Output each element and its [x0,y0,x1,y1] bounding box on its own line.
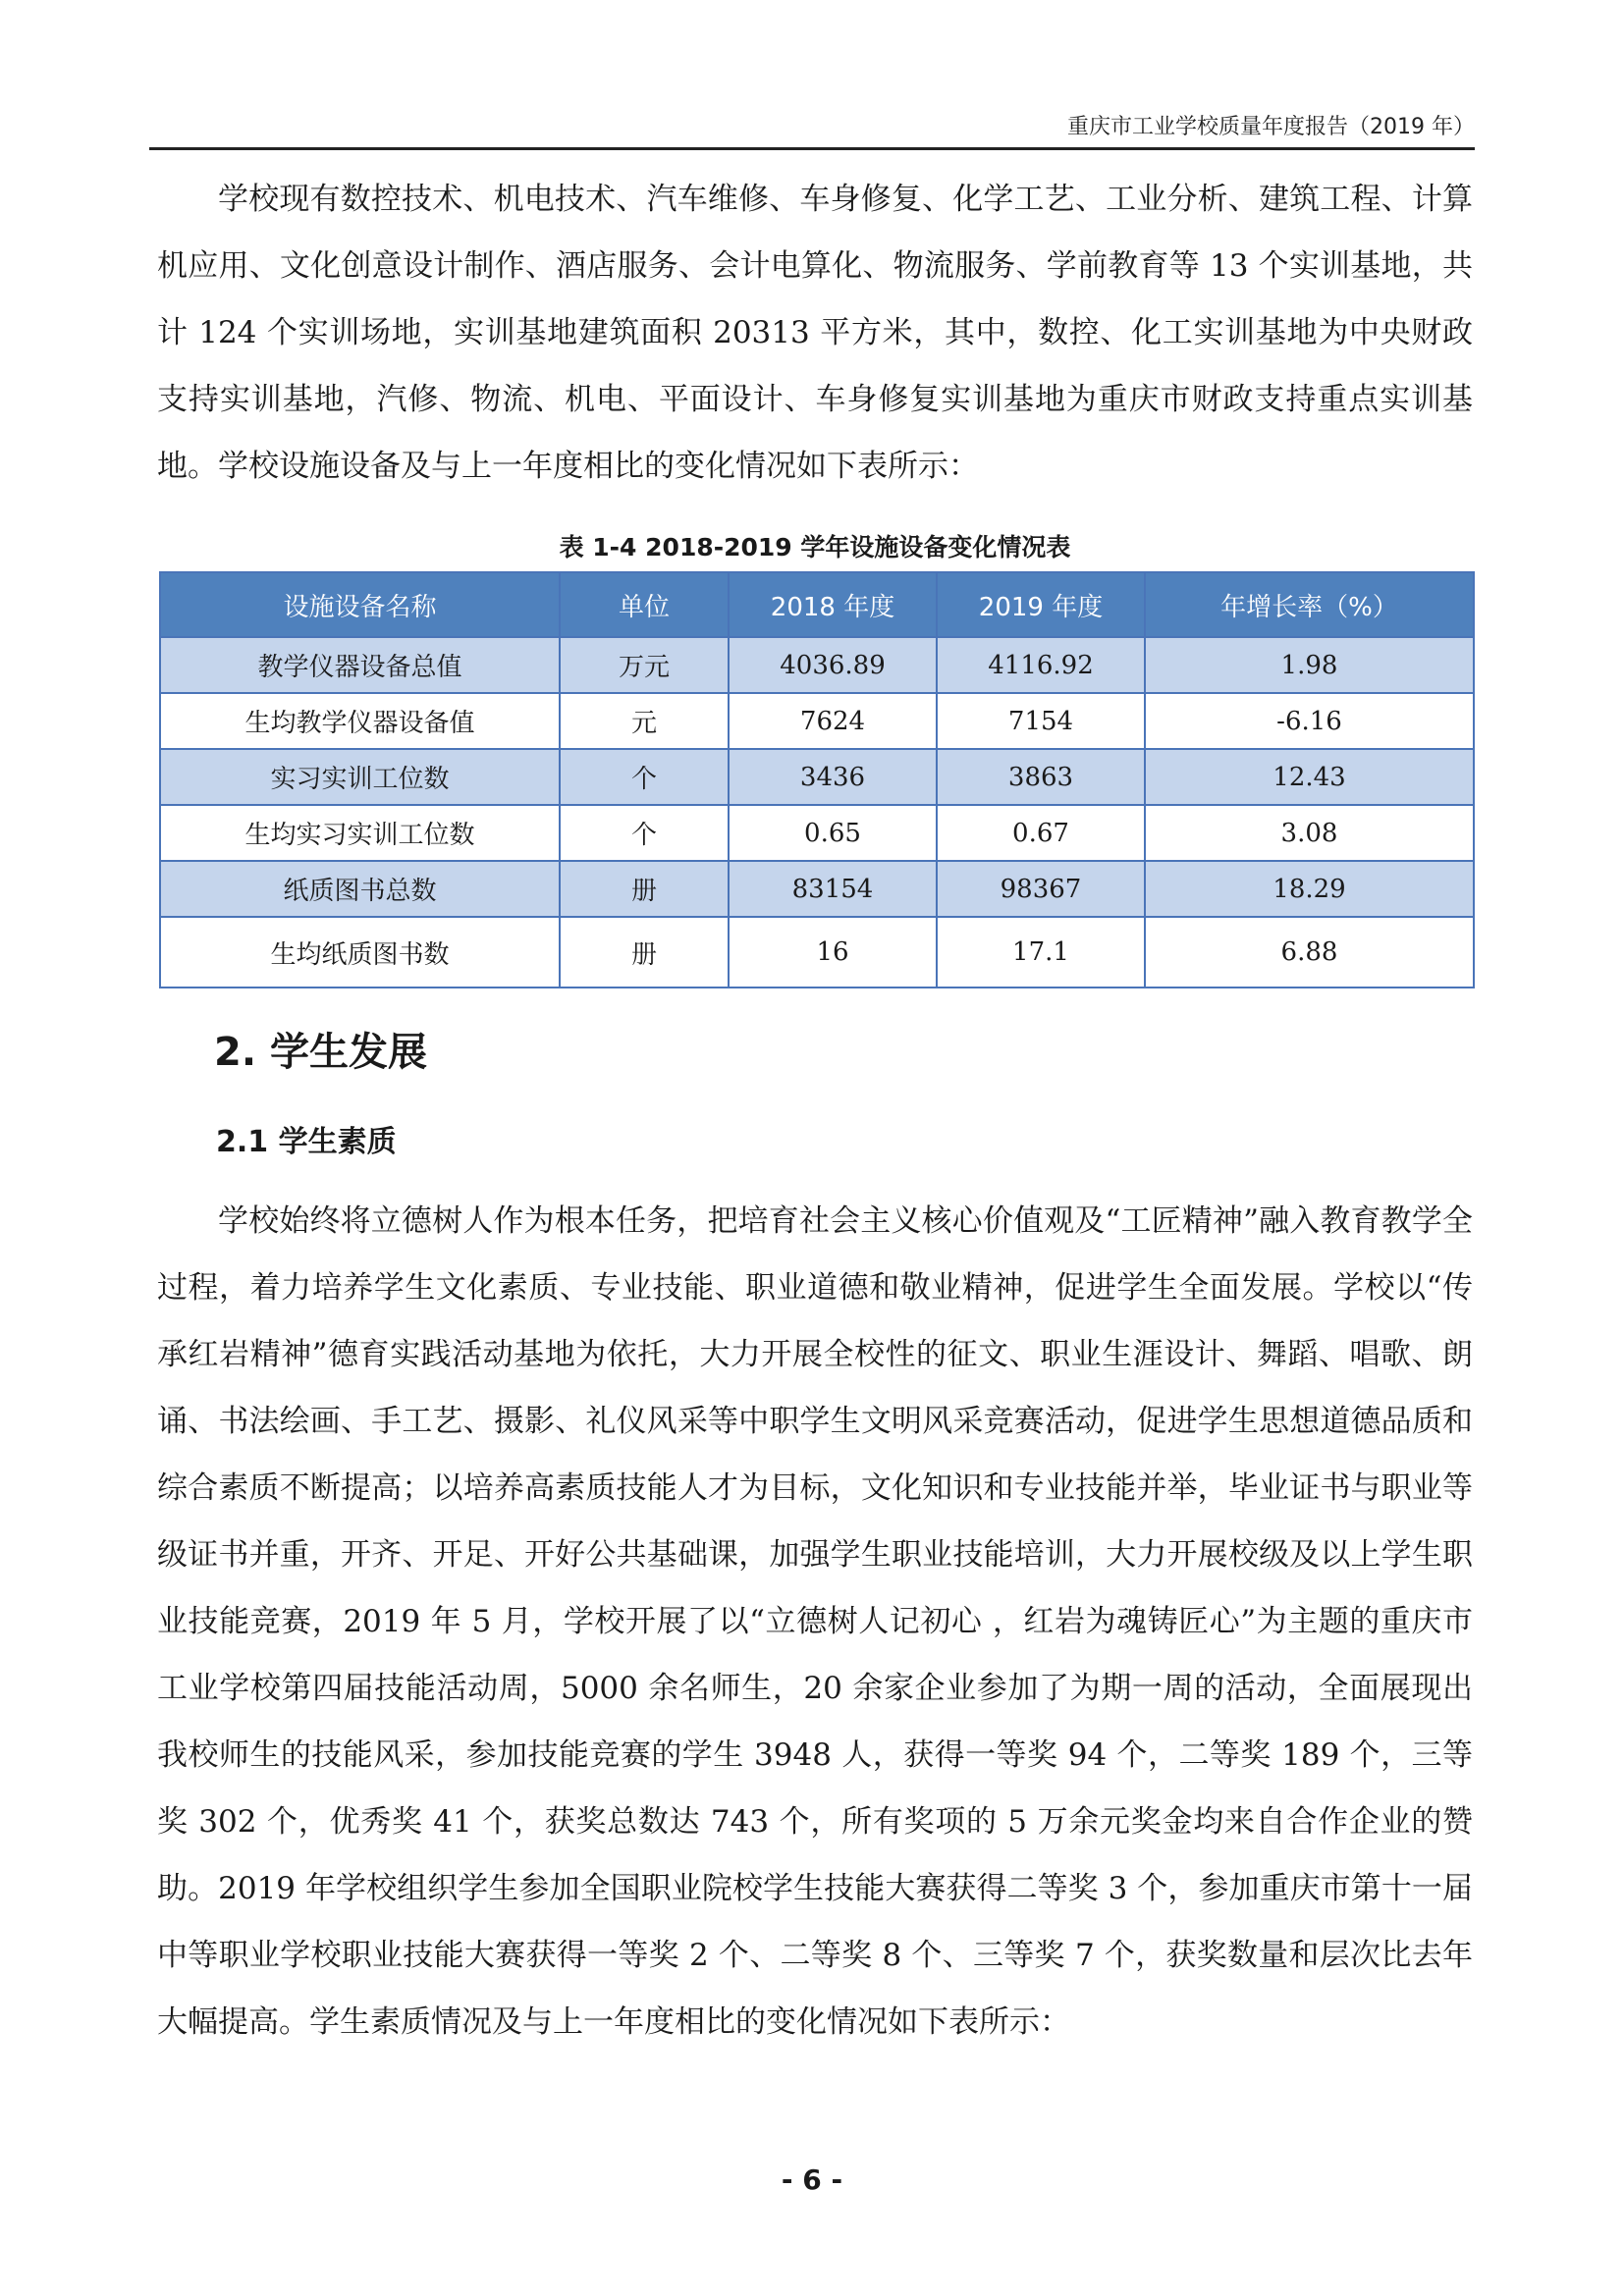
cell-2019: 17.1 [937,917,1145,988]
cell-name: 教学仪器设备总值 [160,637,560,693]
table-row [160,749,1474,805]
cell-2019: 3863 [937,749,1145,805]
subsection-title: 2.1 学生素质 [216,1125,397,1159]
cell-unit: 册 [560,917,729,988]
table-header-row [160,572,1474,637]
cell-unit: 个 [560,805,729,861]
header-rule [149,147,1475,150]
table-row [160,805,1474,861]
cell-2019: 7154 [937,693,1145,749]
cell-name: 纸质图书总数 [160,861,560,917]
header-name: 设施设备名称 [160,572,560,637]
facility-table [159,571,1475,988]
cell-growth: 1.98 [1145,637,1474,693]
cell-2019: 98367 [937,861,1145,917]
table-row [160,693,1474,749]
cell-2019: 4116.92 [937,637,1145,693]
section-title: 2. 学生发展 [214,1030,427,1075]
table-caption: 表 1-4 2018-2019 学年设施设备变化情况表 [559,533,1071,561]
cell-2018: 0.65 [729,805,937,861]
cell-2018: 3436 [729,749,937,805]
cell-unit: 万元 [560,637,729,693]
cell-growth: 3.08 [1145,805,1474,861]
page-number: - 6 - [781,2163,843,2196]
cell-growth: 12.43 [1145,749,1474,805]
paragraph-facilities: 学校现有数控技术、机电技术、汽车维修、车身修复、化学工艺、工业分析、建筑工程、计算机应用、文化创意设计制作、酒店服务、会计电算化、物流服务、学前教育等 13 个实训基地，共计 124 个实训场地，实训基地建筑面积 20313 平方米，其中，数控、化工实训基地为中央财政支持实训基地，汽修、物流、机电、平面设计、车身修复实训基地为重庆市财政支持重点实训基地。学校设施设备及与上一年度相比的变化情况如下表所示： [157,182,1473,484]
cell-unit: 元 [560,693,729,749]
cell-2018: 83154 [729,861,937,917]
cell-name: 生均教学仪器设备值 [160,693,560,749]
cell-2018: 7624 [729,693,937,749]
header-unit: 单位 [560,572,729,637]
cell-unit: 个 [560,749,729,805]
page-header: 重庆市工业学校质量年度报告（2019 年） [1067,115,1475,139]
cell-2018: 16 [729,917,937,988]
table-row [160,917,1474,988]
cell-name: 实习实训工位数 [160,749,560,805]
header-2018: 2018 年度 [729,572,937,637]
header-2019: 2019 年度 [937,572,1145,637]
cell-2019: 0.67 [937,805,1145,861]
cell-growth: 18.29 [1145,861,1474,917]
cell-growth: 6.88 [1145,917,1474,988]
paragraph-student-quality: 学校始终将立德树人作为根本任务，把培育社会主义核心价值观及“工匠精神”融入教育教学全过程，着力培养学生文化素质、专业技能、职业道德和敬业精神，促进学生全面发展。学校以“传承红岩精神”德育实践活动基地为依托，大力开展全校性的征文、职业生涯设计、舞蹈、唱歌、朗诵、书法绘画、手工艺、摄影、礼仪风采等中职学生文明风采竞赛活动，促进学生思想道德品质和综合素质不断提高；以培养高素质技能人才为目标，文化知识和专业技能并举，毕业证书与职业等级证书并重，开齐、开足、开好公共基础课，加强学生职业技能培训，大力开展校级及以上学生职业技能竞赛，2019 年 5 月，学校开展了以“立德树人记初心 ，红岩为魂铸匠心”为主题的重庆市工业学校第四届技能活动周，5000 余名师生，20 余家企业参加了为期一周的活动，全面展现出我校师生的技能风采，参加技能竞赛的学生 3948 人，获得一等奖 94 个，二等奖 189 个，三等奖 302 个，优秀奖 41 个，获奖总数达 743 个，所有奖项的 5 万余元奖金均来自合作企业的赞助。2019 年学校组织学生参加全国职业院校学生技能大赛获得二等奖 3 个，参加重庆市第十一届中等职业学校职业技能大赛获得一等奖 2 个、二等奖 8 个、三等奖 7 个，获奖数量和层次比去年大幅提高。学生素质情况及与上一年度相比的变化情况如下表所示： [157,1203,1473,2040]
header-growth: 年增长率（%） [1145,572,1474,637]
cell-name: 生均纸质图书数 [160,917,560,988]
cell-growth: -6.16 [1145,693,1474,749]
table-row [160,637,1474,693]
table-row [160,861,1474,917]
cell-unit: 册 [560,861,729,917]
cell-2018: 4036.89 [729,637,937,693]
cell-name: 生均实习实训工位数 [160,805,560,861]
